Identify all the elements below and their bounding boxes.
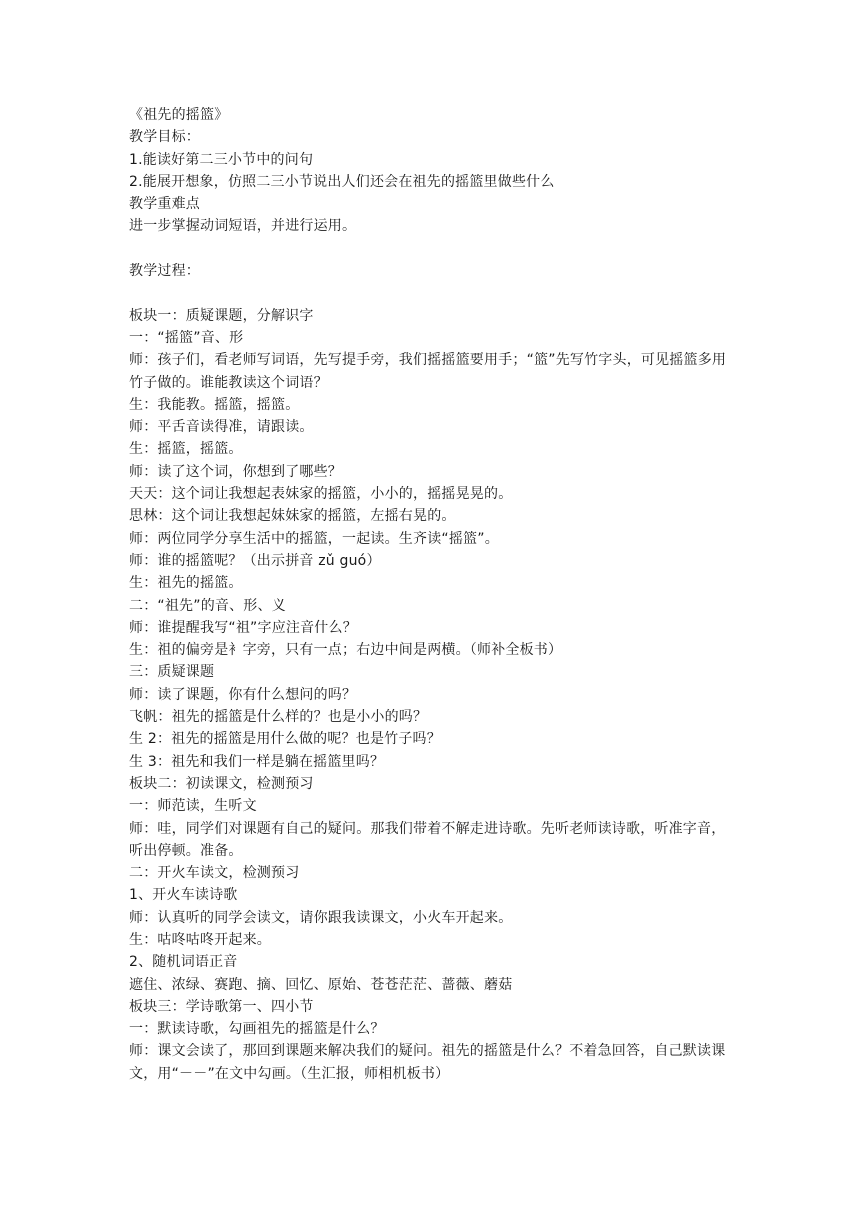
goal-item: 2.能展开想象，仿照二三小节说出人们还会在祖先的摇篮里做些什么: [129, 173, 555, 190]
text-line: 师：两位同学分享生活中的摇篮，一起读。生齐读“摇篮”。: [129, 530, 499, 547]
text-paragraph: 师：课文会读了，那回到课题来解决我们的疑问。祖先的摇篮是什么？不着急回答，自己默读课文，用“－－”在文中勾画。（生汇报，师相机板书）: [129, 1043, 726, 1082]
text-line: 师：认真听的同学会读文，请你跟我读课文，小火车开起来。: [129, 909, 513, 926]
text-line: 飞帆：祖先的摇篮是什么样的？也是小小的吗？: [129, 709, 428, 726]
text-paragraph: 师：孩子们，看老师写词语，先写提手旁，我们摇摇篮要用手；“篮”先写竹字头，可见摇篮多用竹子做的。谁能教读这个词语？: [129, 352, 727, 391]
heading-teaching-process: 教学过程：: [129, 263, 200, 280]
doc-title: 《祖先的摇篮》: [129, 107, 229, 123]
sub-heading: 一：师范读，生听文: [129, 798, 257, 815]
blank-line: [129, 282, 739, 304]
text-line: 思林：这个词让我想起妹妹家的摇篮，左摇右晃的。: [129, 508, 456, 525]
section-heading: 板块三：学诗歌第一、四小节: [129, 998, 314, 1015]
text-line: 生：摇篮，摇篮。: [129, 441, 243, 458]
document-body: [129, 104, 739, 1085]
section-heading: 板块二：初读课文，检测预习: [129, 775, 314, 792]
sub-heading: 一：默读诗歌，勾画祖先的摇篮是什么？: [129, 1021, 385, 1038]
text-line: 生：咕咚咕咚开起来。: [129, 931, 271, 948]
text-line: 进一步掌握动词短语，并进行运用。: [129, 218, 357, 235]
text-line: 天天：这个词让我想起表妹家的摇篮，小小的，摇摇晃晃的。: [129, 486, 513, 503]
sub-heading: 二：“祖先”的音、形、义: [129, 597, 286, 614]
text-line: 生 3：祖先和我们一样是躺在摇篮里吗？: [129, 753, 385, 770]
text-line: 师：读了这个词，你想到了哪些？: [129, 463, 342, 480]
sub-heading: 一：“摇篮”音、形: [129, 329, 244, 346]
sub-heading: 二：开火车读文，检测预习: [129, 865, 300, 882]
heading-teaching-goals: 教学目标：: [129, 129, 200, 146]
text-line: 师：平舌音读得准，请跟读。: [129, 419, 314, 436]
text-line: 生：祖的偏旁是衤字旁，只有一点；右边中间是两横。（师补全板书）: [129, 642, 563, 659]
text-paragraph: 师：哇，同学们对课题有自己的疑问。那我们带着不解走进诗歌。先听老师读诗歌，听准字音，听出停顿。准备。: [129, 820, 726, 859]
text-line: 遮住、浓绿、赛跑、摘、回忆、原始、苍苍茫茫、蔷薇、蘑菇: [129, 976, 513, 993]
text-line: 生：祖先的摇篮。: [129, 575, 243, 592]
text-line: 师：谁的摇篮呢？（出示拼音 zǔ guó）: [129, 552, 381, 569]
sub-item: 2、随机词语正音: [129, 954, 238, 971]
text-line: 生：我能教。摇篮，摇篮。: [129, 396, 300, 413]
blank-line: [129, 238, 739, 260]
section-heading: 板块一：质疑课题，分解识字: [129, 307, 314, 324]
text-line: 生 2：祖先的摇篮是用什么做的呢？也是竹子吗？: [129, 731, 441, 748]
goal-item: 1.能读好第二三小节中的问句: [129, 151, 314, 168]
text-line: 师：谁提醒我写“祖”字应注音什么？: [129, 619, 357, 636]
sub-heading: 三：质疑课题: [129, 664, 215, 681]
text-line: 师：读了课题，你有什么想问的吗？: [129, 686, 357, 703]
heading-key-difficulties: 教学重难点: [129, 196, 200, 213]
sub-item: 1、开火车读诗歌: [129, 887, 238, 904]
